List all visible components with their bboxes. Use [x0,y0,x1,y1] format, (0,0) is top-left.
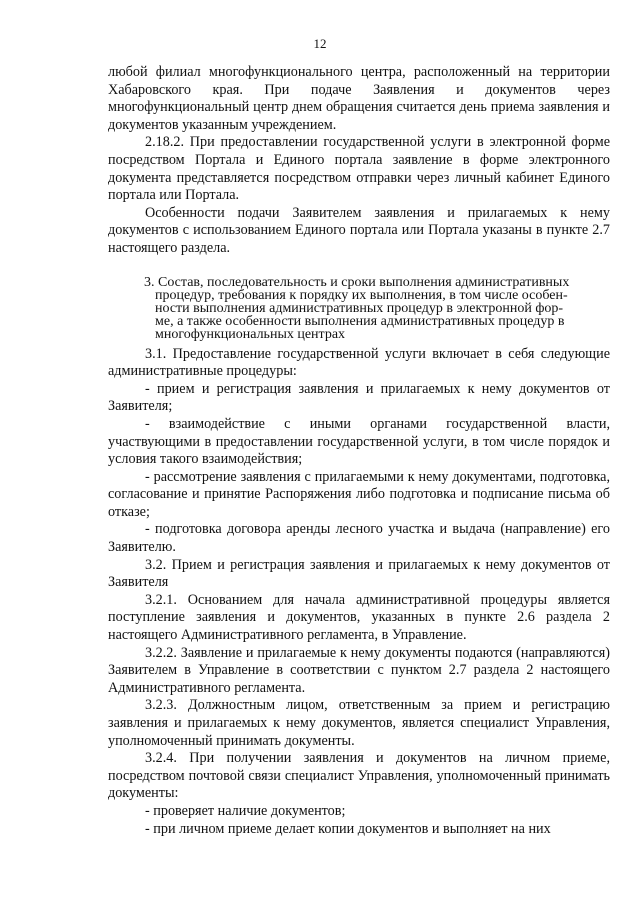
document-body [108,64,610,838]
section-heading [108,276,610,342]
section-heading-line: многофункциональных центрах [155,327,346,343]
list-item: - проверяет наличие документов; [145,802,346,819]
paragraph: любой филиал многофункционального центра, расположенный на территории Хабаровского края. При подаче Заявления и документов через многофункциональный центр днем обращения считается день приема заявления и документов указанным учреждением. [108,64,610,133]
list-item: - подготовка договора аренды лесного участка и выдача (направление) его Заявителю. [108,521,610,556]
section-heading-line: 3. Состав, последовательность и сроки выполнения административных [144,274,570,290]
paragraph: 2.18.2. При предоставлении государственной услуги в электронной форме посредством Портала и Единого портала заявление в форме электронного документа представляется посредством отправки через личный кабинет Единого портала или Портала. [108,134,610,204]
paragraph: 3.1. Предоставление государственной услуги включает в себя следующие административные процедуры: [108,345,610,380]
paragraph: 3.2.2. Заявление и прилагаемые к нему документы подаются (направляются) Заявителем в Управление в соответствии с пунктом 2.7 раздела 2 настоящего Административного регламента. [108,644,610,696]
list-item: - взаимодействие с иными органами государственной власти, участвующими в предоставлении государственной услуги, в том числе порядок и условия такого взаимодействия; [108,415,610,468]
paragraph: 3.2.3. Должностным лицом, ответственным за прием и регистрацию заявления и прилагаемых к нему документов, является специалист Управления, уполномоченный принимать документы. [108,697,610,749]
list-item: - при личном приеме делает копии документов и выполняет на них [145,820,551,837]
list-item: - прием и регистрация заявления и прилагаемых к нему документов от Заявителя; [108,380,610,415]
page-number: 12 [313,36,327,51]
section-heading-line: ме, а также особенности выполнения административных процедур в [155,314,565,330]
paragraph: 3.2.1. Основанием для начала административной процедуры является поступление заявления и документов, указанных в пункте 2.6 раздела 2 настоящего Административного регламента, в Управление. [108,591,610,644]
section-heading-line: процедур, требования к порядку их выполнения, в том числе особен- [155,287,568,303]
section-heading-line: ности выполнения административных процедур в электронной фор- [155,300,564,316]
paragraph: Особенности подачи Заявителем заявления и прилагаемых к нему документов с использованием Единого портала или Портала указаны в пункте 2.7 настоящего раздела. [108,204,610,256]
paragraph: 3.2.4. При получении заявления и документов на личном приеме, посредством почтовой связи специалист Управления, уполномоченный принимать документы: [108,750,610,802]
paragraph: 3.2. Прием и регистрация заявления и прилагаемых к нему документов от Заявителя [108,556,610,591]
list-item: - рассмотрение заявления с прилагаемыми к нему документами, подготовка, согласование и принятие Распоряжения либо подготовка и подписание письма об отказе; [108,468,610,520]
